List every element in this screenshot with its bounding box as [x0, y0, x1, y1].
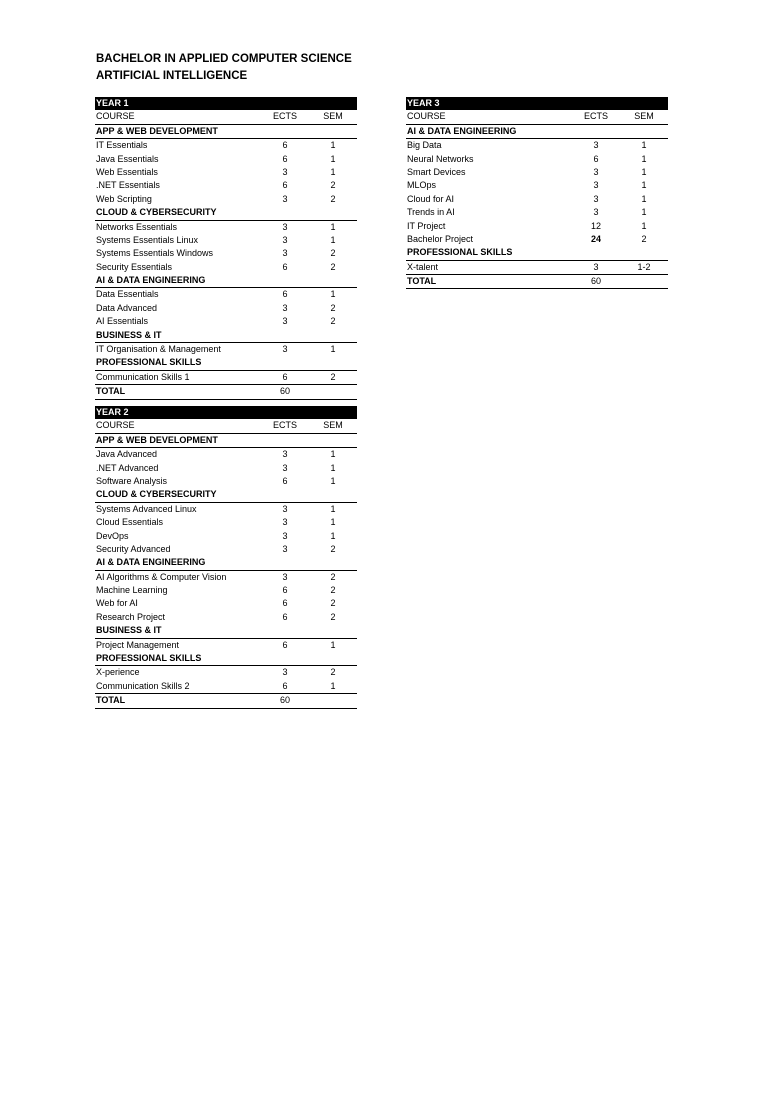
course-row-ects: 6: [282, 475, 288, 486]
course-row: [95, 462, 357, 475]
course-row-ects: 24: [590, 233, 601, 244]
course-row-sem: 1: [641, 193, 647, 204]
course-row-sem: 1: [330, 449, 336, 460]
total-row: [95, 693, 357, 708]
course-row-ects: 3: [593, 207, 599, 218]
total-ects: 60: [590, 276, 601, 287]
section-header: [95, 624, 357, 638]
section-header: [95, 125, 357, 139]
course-row-sem: 2: [330, 302, 336, 313]
course-row-sem: 1: [330, 503, 336, 514]
course-row-sem: 2: [330, 180, 336, 191]
course-row: [406, 166, 668, 179]
year-2-table: [95, 406, 357, 709]
course-row-course: Machine Learning: [96, 585, 168, 596]
course-row-course: Communication Skills 2: [96, 680, 190, 691]
course-row-sem: 1: [330, 234, 336, 245]
course-row-sem: 1: [330, 517, 336, 528]
course-row-sem: 1: [330, 462, 336, 473]
section-header: [95, 206, 357, 220]
course-row-course: AI Algorithms & Computer Vision: [96, 571, 227, 582]
section-title: AI & DATA ENGINEERING: [96, 275, 206, 286]
year-header: YEAR 2: [95, 406, 357, 419]
column-header-course: COURSE: [96, 111, 135, 122]
course-row-course: Security Essentials: [96, 261, 173, 272]
course-row-sem: 1: [641, 180, 647, 191]
course-row-course: AI Essentials: [96, 316, 149, 327]
course-row-ects: 3: [593, 166, 599, 177]
course-row: [406, 139, 668, 152]
course-row: [95, 315, 357, 328]
course-row-course: X-talent: [407, 261, 439, 272]
total-label: TOTAL: [96, 695, 126, 706]
section-title: PROFESSIONAL SKILLS: [407, 247, 513, 258]
course-row-sem: 1-2: [637, 261, 651, 272]
course-row-course: Bachelor Project: [407, 233, 474, 244]
course-row-sem: 1: [641, 140, 647, 151]
course-row-ects: 6: [282, 261, 288, 272]
column-header-sem: SEM: [323, 111, 343, 122]
section-header: [95, 356, 357, 370]
course-row: [95, 221, 357, 234]
course-row-ects: 12: [590, 220, 601, 231]
course-row-sem: 2: [330, 371, 336, 382]
course-row-sem: 2: [330, 316, 336, 327]
course-row-ects: 3: [282, 234, 288, 245]
course-row-sem: 1: [641, 220, 647, 231]
course-row-course: Project Management: [96, 639, 180, 650]
column-header-course: COURSE: [407, 111, 446, 122]
course-row: [95, 448, 357, 461]
course-row-ects: 6: [282, 585, 288, 596]
title-line-2: ARTIFICIAL INTELLIGENCE: [96, 70, 248, 82]
course-row-ects: 3: [282, 530, 288, 541]
course-row: [95, 475, 357, 488]
course-row: [95, 530, 357, 543]
course-row: [95, 179, 357, 192]
course-row: [95, 166, 357, 179]
course-row-ects: 6: [282, 639, 288, 650]
course-row-sem: 2: [330, 248, 336, 259]
column-header: [406, 110, 668, 124]
course-row-course: Systems Advanced Linux: [96, 503, 197, 514]
course-row-sem: 1: [330, 289, 336, 300]
course-row: [95, 371, 357, 384]
section-header: [95, 434, 357, 448]
course-row-ects: 6: [593, 153, 599, 164]
total-sem: [309, 694, 357, 707]
course-row: [406, 261, 668, 274]
column-header: [95, 419, 357, 433]
column-header: [95, 110, 357, 124]
course-row: [95, 234, 357, 247]
course-row-course: Software Analysis: [96, 475, 168, 486]
course-row: [95, 680, 357, 693]
course-row-course: Cloud for AI: [407, 193, 455, 204]
course-row-course: X-perience: [96, 667, 140, 678]
course-row-ects: 6: [282, 140, 288, 151]
course-row-ects: 6: [282, 153, 288, 164]
section-title: APP & WEB DEVELOPMENT: [96, 434, 218, 445]
course-row-course: .NET Advanced: [96, 462, 159, 473]
course-row-sem: 1: [330, 221, 336, 232]
course-row-ects: 3: [282, 571, 288, 582]
course-row-ects: 3: [282, 449, 288, 460]
course-row-course: Neural Networks: [407, 153, 474, 164]
course-row-ects: 3: [593, 261, 599, 272]
course-row-ects: 3: [282, 344, 288, 355]
column-header-sem: SEM: [634, 111, 654, 122]
course-row-ects: 3: [282, 503, 288, 514]
course-row: [95, 543, 357, 556]
course-row: [406, 153, 668, 166]
course-row: [95, 139, 357, 152]
section-header: [95, 488, 357, 502]
course-row-sem: 1: [330, 530, 336, 541]
course-row-ects: 3: [282, 248, 288, 259]
year-1-table: [95, 97, 357, 400]
course-row-sem: 1: [330, 680, 336, 691]
course-row-ects: 3: [593, 180, 599, 191]
course-row: [95, 247, 357, 260]
course-row-sem: 1: [330, 475, 336, 486]
course-row-course: Web Scripting: [96, 193, 152, 204]
course-row-course: Big Data: [407, 140, 442, 151]
section-title: BUSINESS & IT: [96, 329, 162, 340]
course-row-ects: 3: [282, 302, 288, 313]
course-row-sem: 2: [330, 261, 336, 272]
course-row-ects: 6: [282, 598, 288, 609]
course-row-course: Communication Skills 1: [96, 371, 190, 382]
course-row: [95, 288, 357, 301]
course-row: [95, 193, 357, 206]
total-row: [95, 384, 357, 399]
total-label: TOTAL: [407, 276, 437, 287]
course-row-course: Data Essentials: [96, 289, 159, 300]
course-row-ects: 6: [282, 180, 288, 191]
course-row-course: Security Advanced: [96, 543, 171, 554]
course-row-course: IT Project: [407, 220, 446, 231]
course-row-sem: 2: [330, 571, 336, 582]
course-row-sem: 1: [330, 153, 336, 164]
section-title: PROFESSIONAL SKILLS: [96, 653, 202, 664]
course-row-sem: 1: [641, 207, 647, 218]
total-row: [406, 274, 668, 289]
course-row-ects: 3: [282, 166, 288, 177]
course-row: [95, 571, 357, 584]
course-row: [406, 220, 668, 233]
course-row-sem: 2: [330, 667, 336, 678]
total-sem: [309, 385, 357, 398]
course-row-ects: 3: [282, 517, 288, 528]
course-row-course: Java Essentials: [96, 153, 159, 164]
course-row-course: IT Essentials: [96, 140, 148, 151]
course-row-course: .NET Essentials: [96, 180, 160, 191]
course-row-course: MLOps: [407, 180, 437, 191]
section-title: AI & DATA ENGINEERING: [96, 557, 206, 568]
course-row: [406, 233, 668, 246]
course-row-ects: 6: [282, 371, 288, 382]
course-row-ects: 3: [282, 462, 288, 473]
course-row: [95, 666, 357, 679]
column-header-ects: ECTS: [583, 111, 608, 122]
total-label: TOTAL: [96, 386, 126, 397]
section-title: APP & WEB DEVELOPMENT: [96, 125, 218, 136]
year-header: YEAR 1: [95, 97, 357, 110]
course-row-sem: 1: [641, 166, 647, 177]
course-row: [95, 639, 357, 652]
course-row-sem: 1: [641, 153, 647, 164]
course-row-ects: 6: [282, 611, 288, 622]
section-header: [406, 125, 668, 139]
course-row-sem: 2: [330, 585, 336, 596]
year-header: YEAR 3: [406, 97, 668, 110]
course-row: [95, 516, 357, 529]
course-row: [95, 153, 357, 166]
course-row: [95, 611, 357, 624]
course-row-ects: 6: [282, 680, 288, 691]
course-row-course: IT Organisation & Management: [96, 344, 221, 355]
course-row-sem: 1: [330, 639, 336, 650]
year-3-table: [406, 97, 668, 289]
course-row: [95, 261, 357, 274]
document-title: [96, 51, 352, 85]
section-title: BUSINESS & IT: [96, 625, 162, 636]
section-header: [95, 652, 357, 666]
course-row: [95, 584, 357, 597]
course-row-course: Cloud Essentials: [96, 517, 164, 528]
total-ects: 60: [279, 695, 290, 706]
course-row: [406, 206, 668, 219]
course-row-ects: 3: [593, 140, 599, 151]
course-row-ects: 3: [282, 667, 288, 678]
course-row: [95, 343, 357, 356]
course-row-course: Systems Essentials Windows: [96, 248, 214, 259]
section-header: [406, 246, 668, 260]
section-title: PROFESSIONAL SKILLS: [96, 357, 202, 368]
course-row-course: Research Project: [96, 611, 166, 622]
course-row-ects: 3: [282, 193, 288, 204]
course-row: [406, 179, 668, 192]
course-row-sem: 1: [330, 344, 336, 355]
section-title: CLOUD & CYBERSECURITY: [96, 207, 217, 218]
course-row: [95, 503, 357, 516]
course-row-sem: 2: [330, 611, 336, 622]
course-row-ects: 3: [282, 543, 288, 554]
course-row-course: Networks Essentials: [96, 221, 178, 232]
course-row-ects: 3: [282, 221, 288, 232]
course-row-course: Web for AI: [96, 598, 138, 609]
course-row-sem: 2: [641, 233, 647, 244]
course-row: [95, 597, 357, 610]
section-header: [95, 556, 357, 570]
course-row-course: DevOps: [96, 530, 129, 541]
course-row: [95, 302, 357, 315]
section-header: [95, 274, 357, 288]
course-row-course: Systems Essentials Linux: [96, 234, 199, 245]
column-header-sem: SEM: [323, 420, 343, 431]
title-line-1: BACHELOR IN APPLIED COMPUTER SCIENCE: [96, 53, 352, 65]
course-row-ects: 3: [282, 316, 288, 327]
course-row-sem: 2: [330, 193, 336, 204]
course-row-course: Web Essentials: [96, 166, 158, 177]
course-row-course: Smart Devices: [407, 166, 466, 177]
course-row-ects: 6: [282, 289, 288, 300]
course-row-sem: 1: [330, 166, 336, 177]
course-row-course: Trends in AI: [407, 207, 455, 218]
course-row-sem: 1: [330, 140, 336, 151]
course-row-ects: 3: [593, 193, 599, 204]
section-title: AI & DATA ENGINEERING: [407, 125, 517, 136]
section-header: [95, 329, 357, 343]
column-header-course: COURSE: [96, 420, 135, 431]
section-title: CLOUD & CYBERSECURITY: [96, 489, 217, 500]
column-header-ects: ECTS: [272, 111, 297, 122]
course-row-course: Java Advanced: [96, 449, 158, 460]
course-row: [406, 193, 668, 206]
total-ects: 60: [279, 386, 290, 397]
course-row-sem: 2: [330, 598, 336, 609]
course-row-sem: 2: [330, 543, 336, 554]
column-header-ects: ECTS: [272, 420, 297, 431]
course-row-course: Data Advanced: [96, 302, 158, 313]
total-sem: [620, 275, 668, 288]
